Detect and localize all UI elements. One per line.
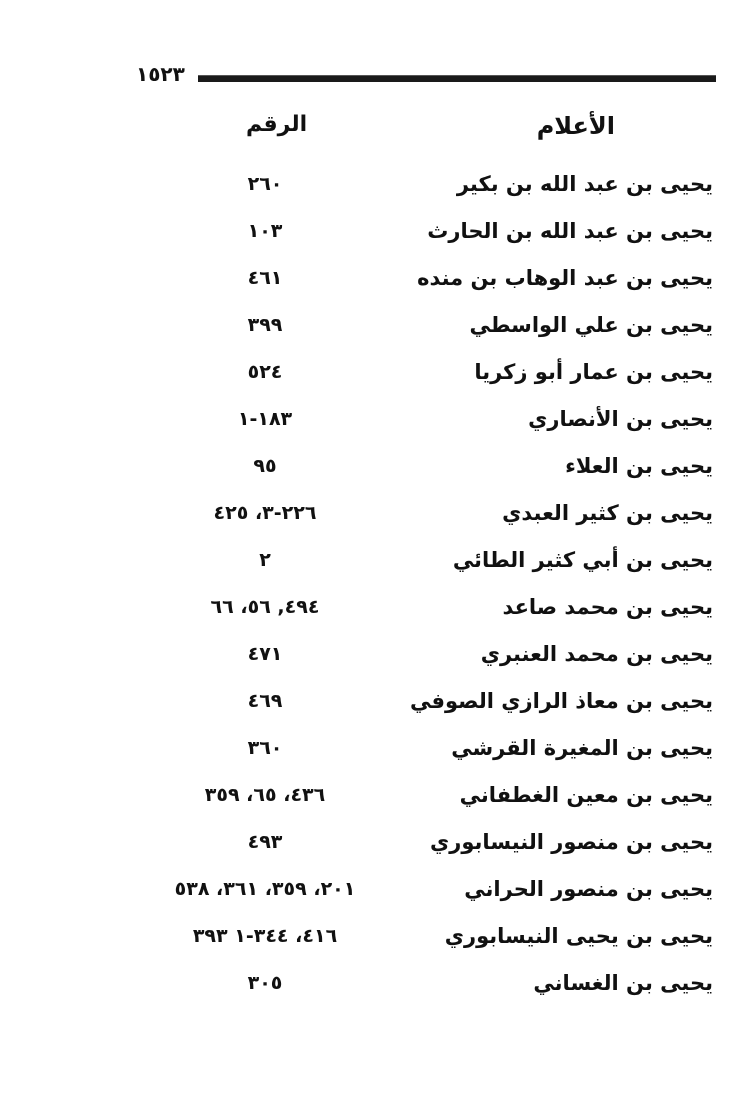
entry-refs: ٣٦٠: [247, 737, 283, 759]
entry-name: يحيى بن منصور النيسابوري: [430, 830, 713, 854]
numbers-column-heading: الرقم: [246, 112, 308, 137]
entry-name: يحيى بن عبد الوهاب بن منده: [417, 266, 713, 290]
entry-refs: ٤١٦، ٣٤٤-١ ٣٩٣: [192, 925, 338, 947]
index-entry: [0, 591, 747, 638]
entry-name: يحيى بن عبد الله بن بكير: [456, 172, 713, 196]
index-entries: [0, 168, 747, 1014]
entry-name: يحيى بن علي الواسطي: [469, 313, 713, 337]
entry-name: يحيى بن عمار أبو زكريا: [474, 360, 713, 384]
entry-refs: ٢٢٦-٣، ٤٢٥: [213, 502, 317, 524]
page-number: ١٥٢٣: [136, 62, 185, 86]
entry-name: يحيى بن الغساني: [533, 971, 713, 995]
entry-refs: ٢٦٠: [247, 173, 283, 195]
entry-refs: ٤٣٦، ٦٥، ٣٥٩: [204, 784, 326, 806]
index-entry: [0, 779, 747, 826]
entry-name: يحيى بن الأنصاري: [528, 407, 713, 431]
entry-refs: ١٠٣: [247, 220, 283, 242]
entry-name: يحيى بن محمد العنبري: [480, 642, 713, 666]
index-entry: [0, 967, 747, 1014]
entry-name: يحيى بن كثير العبدي: [502, 501, 713, 525]
index-entry: [0, 356, 747, 403]
entry-name: يحيى بن المغيرة القرشي: [451, 736, 713, 760]
entry-refs: ٩٥: [253, 455, 277, 477]
entry-name: يحيى بن العلاء: [565, 454, 713, 478]
column-headings: [0, 112, 747, 148]
index-entry: [0, 685, 747, 732]
index-entry: [0, 168, 747, 215]
entry-name: يحيى بن معين الغطفاني: [459, 783, 713, 807]
index-entry: [0, 920, 747, 967]
names-column-heading: الأعلام: [536, 112, 615, 140]
entry-name: يحيى بن أبي كثير الطائي: [452, 548, 713, 572]
header-rule: [198, 75, 716, 82]
page-header: [136, 62, 716, 90]
entry-name: يحيى بن منصور الحراني: [464, 877, 713, 901]
entry-refs: ٣٩٩: [247, 314, 283, 336]
entry-refs: ٢: [259, 549, 271, 571]
entry-refs: ٤٩٤, ٥٦، ٦٦: [210, 596, 320, 618]
entry-name: يحيى بن معاذ الرازي الصوفي: [409, 689, 713, 713]
index-entry: [0, 403, 747, 450]
index-entry: [0, 544, 747, 591]
index-entry: [0, 873, 747, 920]
entry-name: يحيى بن يحيى النيسابوري: [444, 924, 713, 948]
entry-refs: ٣٠٥: [247, 972, 283, 994]
index-entry: [0, 262, 747, 309]
index-entry: [0, 732, 747, 779]
entry-refs: ٤٦٩: [247, 690, 283, 712]
index-entry: [0, 215, 747, 262]
index-entry: [0, 450, 747, 497]
entry-refs: ٤٩٣: [247, 831, 283, 853]
index-entry: [0, 497, 747, 544]
entry-refs: ٥٢٤: [247, 361, 283, 383]
entry-name: يحيى بن عبد الله بن الحارث: [427, 219, 713, 243]
entry-name: يحيى بن محمد صاعد: [502, 595, 713, 619]
entry-refs: ٤٦١: [247, 267, 283, 289]
entry-refs: ١٨٣-١: [237, 408, 293, 430]
index-entry: [0, 826, 747, 873]
entry-refs: ٢٠١، ٣٥٩، ٣٦١، ٥٣٨: [174, 878, 356, 900]
entry-refs: ٤٧١: [247, 643, 283, 665]
index-entry: [0, 638, 747, 685]
index-entry: [0, 309, 747, 356]
